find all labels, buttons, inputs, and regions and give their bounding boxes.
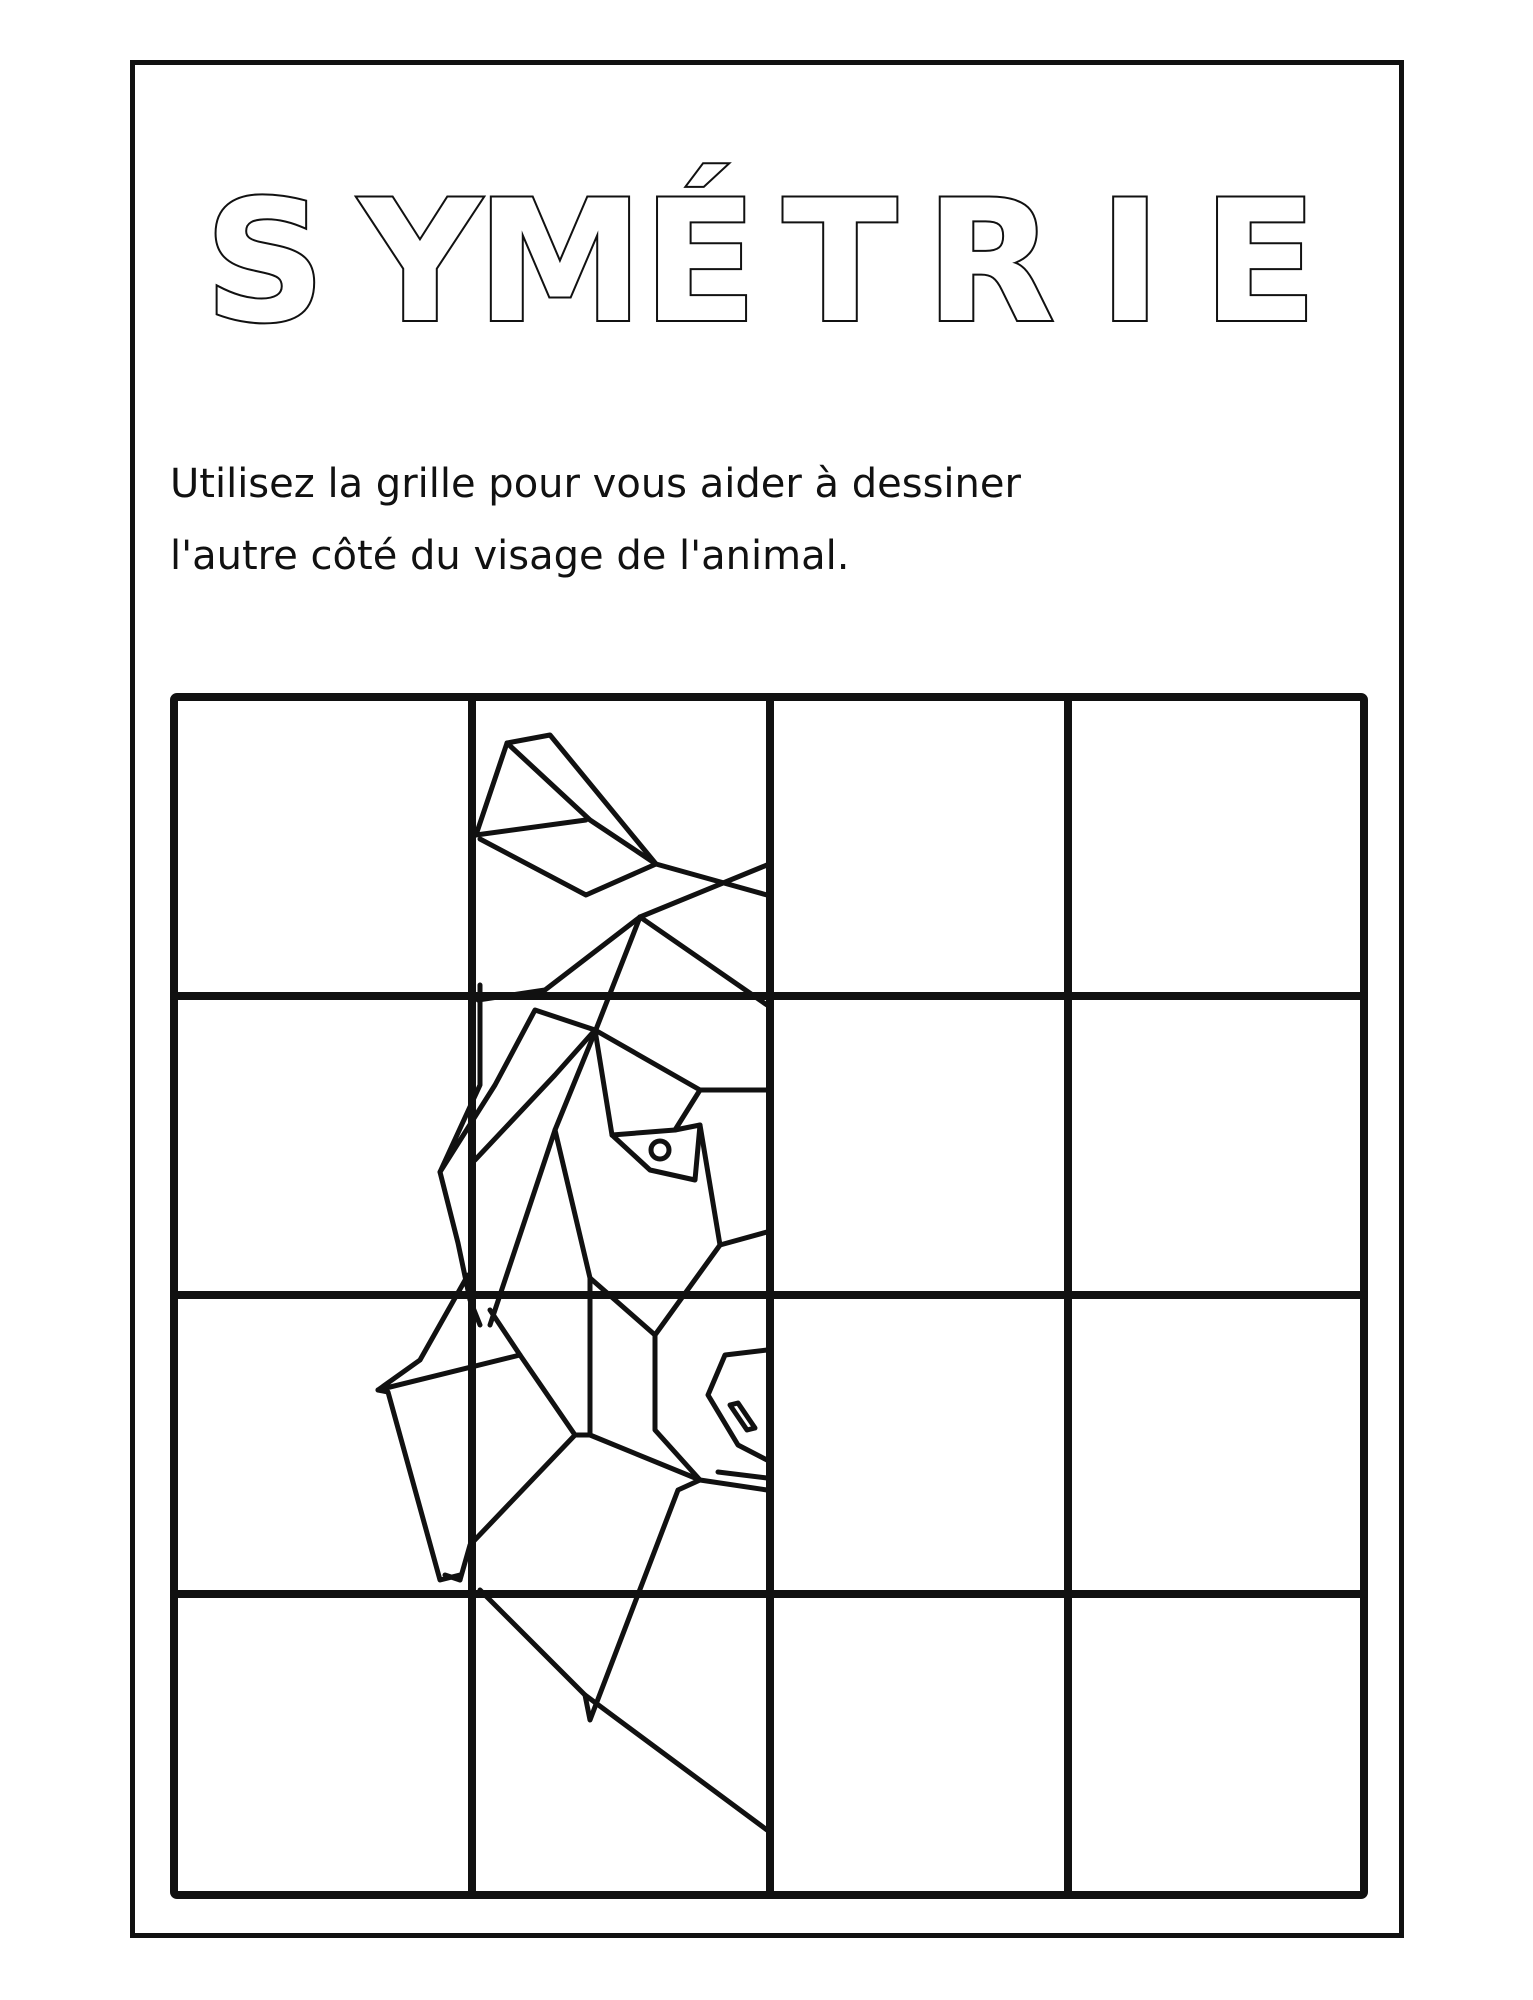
nostril (730, 1403, 755, 1430)
forehead-left (476, 820, 586, 835)
cheek-fur-1 (440, 985, 595, 1172)
snout-top (590, 1245, 720, 1335)
grid-lines (174, 697, 1364, 1895)
title-letter-t: T (782, 164, 898, 360)
forehead-lines-4 (640, 917, 767, 1005)
animal-half-drawing (378, 735, 767, 1830)
eye-lower (700, 1125, 767, 1245)
jaw-bottom (480, 1435, 700, 1720)
forehead-lines-3 (478, 917, 640, 1000)
title-letter-y: Y (359, 164, 481, 360)
title-letter-e-acute: É (642, 164, 758, 360)
jaw-left-4 (460, 1435, 575, 1580)
chin-bottom (585, 1695, 767, 1830)
jaw-left-2 (378, 1390, 460, 1580)
title-letter-m: M (476, 164, 644, 360)
snout-left (555, 1130, 590, 1435)
title-letter-r: R (925, 164, 1055, 360)
title-letter-s: S (204, 164, 326, 360)
instructions-line-2: l'autre côté du visage de l'animal. (170, 533, 850, 579)
title-letter-e: E (1202, 164, 1318, 360)
ear-outline (476, 735, 656, 895)
eye-pupil (651, 1141, 669, 1159)
ear-inner (507, 743, 656, 864)
mouth-line (718, 1472, 767, 1478)
cheek-fur-4 (475, 1030, 595, 1160)
jaw-left-3 (490, 1310, 520, 1355)
cheek-fur-2 (595, 1030, 767, 1090)
instructions-line-1: Utilisez la grille pour vous aider à dessiner (170, 461, 1021, 507)
title-letter-i: I (1098, 164, 1162, 360)
